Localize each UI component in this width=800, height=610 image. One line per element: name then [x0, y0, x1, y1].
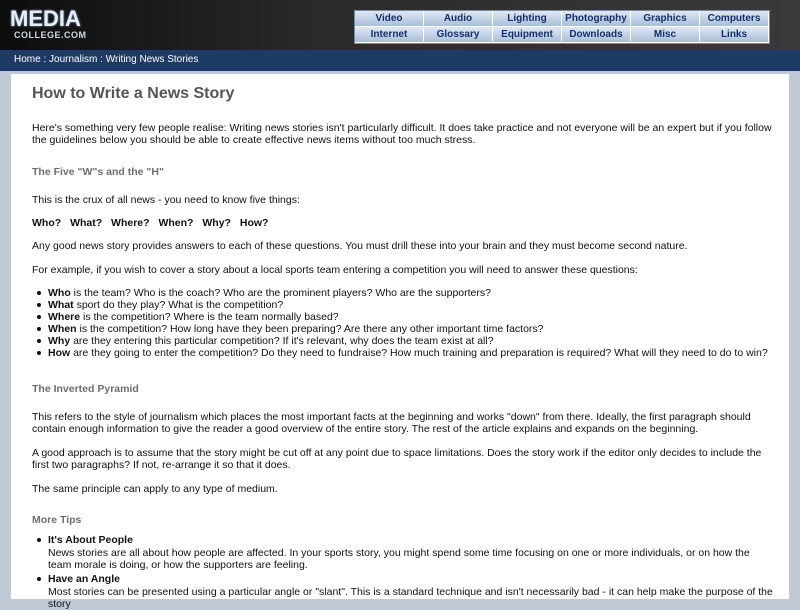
five-ws-paragraph-1: This is the crux of all news - you need to know five things:: [32, 194, 300, 206]
logo-sub-text: COLLEGE.COM: [14, 30, 87, 40]
nav-computers[interactable]: Computers: [700, 11, 769, 27]
nav-equipment[interactable]: Equipment: [493, 27, 562, 43]
pyramid-paragraph-1: This refers to the style of journalism which places the most important facts at the beginning and works "down" from there. Ideally, the first paragraph should contain enough information to give the reader a good overview of the entire story. The rest of the article explains and expands on the beginning.: [32, 411, 751, 435]
breadcrumb-journalism[interactable]: Journalism: [49, 54, 98, 65]
nav-lighting[interactable]: Lighting: [493, 11, 562, 27]
section-heading-inverted-pyramid: The Inverted Pyramid: [32, 383, 139, 395]
five-ws-paragraph-2: Any good news story provides answers to each of these questions. You must drill these into your brain and they must become second nature.: [32, 240, 688, 252]
section-heading-more-tips: More Tips: [32, 514, 82, 526]
tip-body: Most stories can be presented using a particular angle or "slant". This is a standard technique and isn't necessarily bad - it can help make the purpose of the story: [48, 586, 773, 610]
nav-graphics[interactable]: Graphics: [631, 11, 700, 27]
breadcrumb-home[interactable]: Home: [14, 54, 41, 65]
page-title: How to Write a News Story: [32, 85, 235, 102]
tip-item: [35, 534, 775, 571]
intro-paragraph: Here's something very few people realise: Writing news stories isn't particularly difficult. It does take practice and not everyone will be an expert but if you follow the guidelines below you should be able to create effective news items without too much stress.: [32, 122, 772, 146]
main-navigation: [354, 10, 770, 44]
breadcrumb-separator: :: [40, 54, 50, 65]
list-item-text: is the competition? Where is the team normally based?: [80, 311, 339, 323]
list-item-key: What: [48, 299, 74, 311]
nav-audio[interactable]: Audio: [424, 11, 493, 27]
breadcrumb-bar: [0, 50, 800, 71]
nav-glossary[interactable]: Glossary: [424, 27, 493, 43]
article-content: [10, 73, 790, 610]
list-item-text: are they going to enter the competition? Do they need to fundraise? How much training and preparation is required? What will they need to do to win?: [70, 347, 768, 359]
list-item-key: How: [48, 347, 71, 359]
five-ws-list: [35, 287, 775, 359]
list-item-text: are they entering this particular competition? If it's relevant, why does the team exist at all?: [70, 335, 494, 347]
list-item-text: is the competition? How long have they been preparing? Are there any other important time factors?: [76, 323, 544, 335]
breadcrumb: [14, 54, 198, 65]
tip-title: Have an Angle: [35, 573, 775, 586]
list-item: [35, 323, 775, 335]
tip-title: It's About People: [35, 534, 775, 547]
list-item-key: Where: [48, 311, 81, 323]
tip-item: [35, 573, 775, 610]
nav-photography[interactable]: Photography: [562, 11, 631, 27]
list-item: [35, 311, 775, 323]
logo-main-text: MEDIA: [10, 6, 81, 31]
five-ws-paragraph-3: For example, if you wish to cover a story about a local sports team entering a competition you will need to answer these questions:: [32, 264, 638, 276]
list-item: [35, 299, 775, 311]
nav-links[interactable]: Links: [700, 27, 769, 43]
breadcrumb-separator: :: [97, 54, 106, 65]
nav-downloads[interactable]: Downloads: [562, 27, 631, 43]
list-item-key: Why: [48, 335, 71, 347]
pyramid-paragraph-3: The same principle can apply to any type of medium.: [32, 483, 278, 495]
nav-misc[interactable]: Misc: [631, 27, 700, 43]
site-logo[interactable]: [10, 8, 94, 44]
nav-video[interactable]: Video: [355, 11, 424, 27]
list-item-key: Who: [48, 287, 71, 299]
tip-body: News stories are all about how people are affected. In your sports story, you might spend some time focusing on one or more individuals, or on how the team morale is doing, or how the supporters are feeling.: [48, 547, 750, 571]
list-item-text: is the team? Who is the coach? Who are the prominent players? Who are the supporters?: [70, 287, 491, 299]
pyramid-paragraph-2: A good approach is to assume that the story might be cut off at any point due to space limitations. Does the story work if the editor only decides to include the first two paragraphs? If not, re-arrange it so that it does.: [32, 447, 762, 471]
list-item-key: When: [48, 323, 77, 335]
nav-internet[interactable]: Internet: [355, 27, 424, 43]
breadcrumb-current: Writing News Stories: [105, 54, 199, 65]
section-heading-five-ws: The Five "W"s and the "H": [32, 166, 164, 178]
site-header: [0, 0, 800, 50]
five-ws-questions: Who? What? Where? When? Why? How?: [32, 217, 269, 229]
list-item-text: sport do they play? What is the competition?: [73, 299, 284, 311]
list-item: [35, 287, 775, 299]
list-item: [35, 335, 775, 347]
list-item: [35, 347, 775, 359]
